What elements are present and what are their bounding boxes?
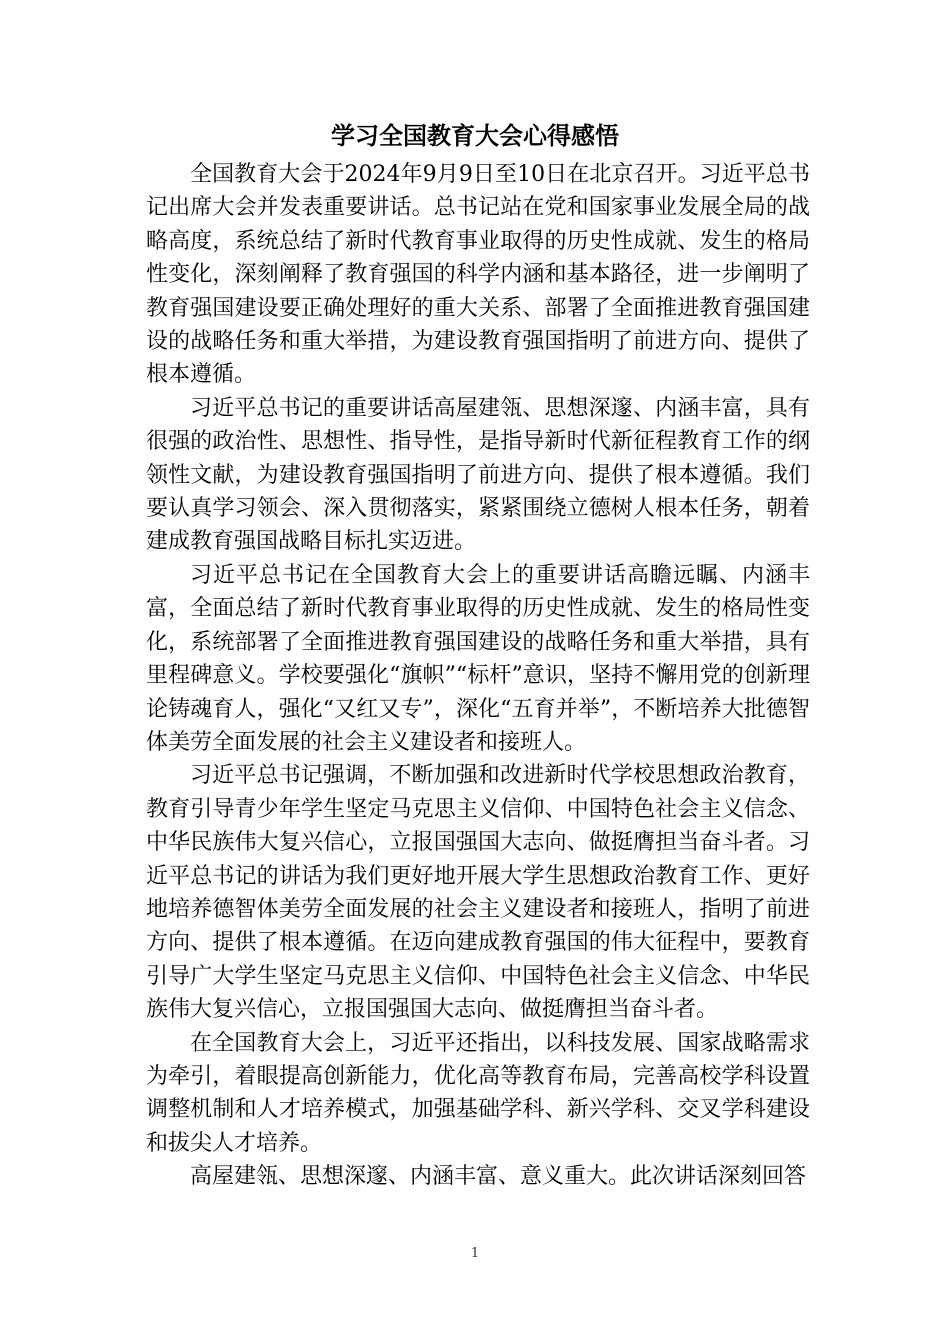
document-body bbox=[146, 158, 810, 1194]
paragraph: 全国教育大会于2024年9月9日至10日在北京召开。习近平总书记出席大会并发表重要讲话。总书记站在党和国家事业发展全局的战略高度，系统总结了新时代教育事业取得的历史性成就、发生的格局性变化，深刻阐释了教育强国的科学内涵和基本路径，进一步阐明了教育强国建设要正确处理好的重大关系、部署了全面推进教育强国建设的战略任务和重大举措，为建设教育强国指明了前进方向、提供了根本遵循。 bbox=[146, 162, 810, 388]
paragraph: 高屋建瓴、思想深邃、内涵丰富、意义重大。此次讲话深刻回答 bbox=[190, 1164, 807, 1190]
paragraph: 习近平总书记的重要讲话高屋建瓴、思想深邃、内涵丰富，具有很强的政治性、思想性、指导性，是指导新时代新征程教育工作的纲领性文献，为建设教育强国指明了前进方向、提供了根本遵循。我们要认真学习领会、深入贯彻落实，紧紧围绕立德树人根本任务，朝着建成教育强国战略目标扎实迈进。 bbox=[146, 395, 810, 555]
page-number: 1 bbox=[470, 1246, 480, 1261]
document-title: 学习全国教育大会心得感悟 bbox=[331, 122, 619, 150]
paragraph: 习近平总书记在全国教育大会上的重要讲话高瞻远瞩、内涵丰富，全面总结了新时代教育事业取得的历史性成就、发生的格局性变化，系统部署了全面推进教育强国建设的战略任务和重大举措，具有里程碑意义。学校要强化“旗帜”“标杆”意识，坚持不懈用党的创新理论铸魂育人，强化“又红又专”，深化“五育并举”，不断培养大批德智体美劳全面发展的社会主义建设者和接班人。 bbox=[146, 562, 810, 755]
paragraph: 习近平总书记强调，不断加强和改进新时代学校思想政治教育，教育引导青少年学生坚定马克思主义信仰、中国特色社会主义信念、中华民族伟大复兴信心，立报国强国大志向、做挺膺担当奋斗者。习近平总书记的讲话为我们更好地开展大学生思想政治教育工作、更好地培养德智体美劳全面发展的社会主义建设者和接班人，指明了前进方向、提供了根本遵循。在迈向建成教育强国的伟大征程中，要教育引导广大学生坚定马克思主义信仰、中国特色社会主义信念、中华民族伟大复兴信心，立报国强国大志向、做挺膺担当奋斗者。 bbox=[146, 763, 810, 1023]
paragraph: 在全国教育大会上，习近平还指出，以科技发展、国家战略需求为牵引，着眼提高创新能力，优化高等教育布局，完善高校学科设置调整机制和人才培养模式，加强基础学科、新兴学科、交叉学科建设和拔尖人才培养。 bbox=[146, 1030, 810, 1156]
